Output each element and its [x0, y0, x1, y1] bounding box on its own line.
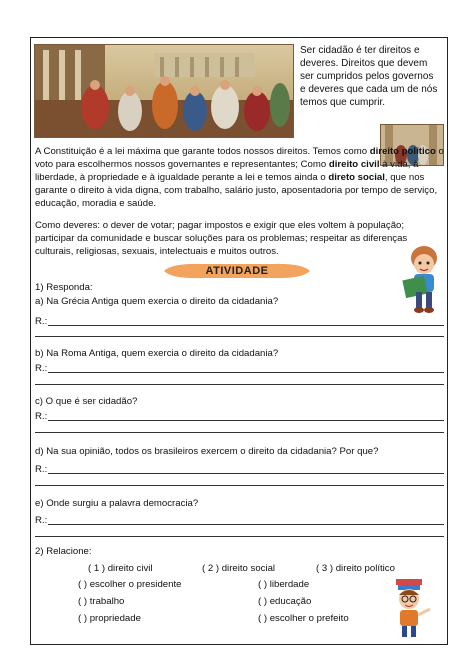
- match-item-right-3[interactable]: ( ) escolher o prefeito: [258, 613, 349, 624]
- question-a: a) Na Grécia Antiga quem exercia o direito da cidadania?: [35, 296, 279, 307]
- answer-line-c2[interactable]: [35, 432, 444, 433]
- answer-label-a: R.:: [35, 316, 48, 327]
- match-item-right-2[interactable]: ( ) educação: [258, 596, 312, 607]
- answer-line-b[interactable]: [48, 372, 444, 373]
- answer-line-a2[interactable]: [35, 336, 444, 337]
- answer-line-e2[interactable]: [35, 536, 444, 537]
- category-social: ( 2 ) direito social: [202, 563, 276, 574]
- category-civil: ( 1 ) direito civil: [88, 563, 153, 574]
- section2-title: 2) Relacione:: [35, 546, 92, 557]
- answer-line-a[interactable]: [48, 325, 444, 326]
- duties-paragraph: Como deveres: o dever de votar; pagar impostos e exigir que eles voltem à população; participar da comunidade e buscar soluções para os problemas; respeitar as diferenças culturais, religiosas, sexuais, intelectuais e muitos outros.: [35, 220, 408, 257]
- question-e: e) Onde surgiu a palavra democracia?: [35, 498, 199, 509]
- match-item-left-3[interactable]: ( ) propriedade: [78, 613, 141, 624]
- answer-line-d2[interactable]: [35, 485, 444, 486]
- match-item-left-2[interactable]: ( ) trabalho: [78, 596, 125, 607]
- constitution-paragraph: A Constituição é a lei máxima que garante todos nossos direitos. Temos como direito político o voto para escolhermos nossos governantes e representantes; Como direito civil à vida, à liberdade, à propriedade e à igualdade perante a lei e temos ainda o direto social, que nos garante o direito à vida digna, com trabalho, salário justo, aposentadoria por tempo de serviço, educação, moradia e saúde.: [35, 146, 444, 209]
- ancient-greece-painting: [34, 44, 294, 138]
- student-with-books-illustration: [386, 579, 434, 639]
- answer-label-b: R.:: [35, 363, 48, 374]
- category-political: ( 3 ) direito político: [316, 563, 395, 574]
- match-item-left-1[interactable]: ( ) escolher o presidente: [78, 579, 182, 590]
- activity-title: ATIVIDADE: [205, 265, 269, 277]
- activity-banner: [162, 262, 312, 280]
- reading-boy-illustration: [398, 244, 446, 314]
- answer-line-d[interactable]: [48, 473, 444, 474]
- question-b: b) Na Roma Antiga, quem exercia o direito da cidadania?: [35, 348, 279, 359]
- answer-label-d: R.:: [35, 464, 48, 475]
- match-item-right-1[interactable]: ( ) liberdade: [258, 579, 310, 590]
- section1-title: 1) Responda:: [35, 282, 93, 293]
- answer-label-e: R.:: [35, 515, 48, 526]
- answer-line-b2[interactable]: [35, 384, 444, 385]
- answer-line-e[interactable]: [48, 524, 444, 525]
- answer-label-c: R.:: [35, 411, 48, 422]
- question-c: c) O que é ser cidadão?: [35, 396, 138, 407]
- question-d: d) Na sua opinião, todos os brasileiros exercem o direito da cidadania? Por que?: [35, 446, 379, 457]
- intro-text: Ser cidadão é ter direitos e deveres. Direitos que devem ser cumpridos pelos governos e deveres que cada um de nós temos que cumprir.: [300, 45, 438, 108]
- answer-line-c[interactable]: [48, 420, 444, 421]
